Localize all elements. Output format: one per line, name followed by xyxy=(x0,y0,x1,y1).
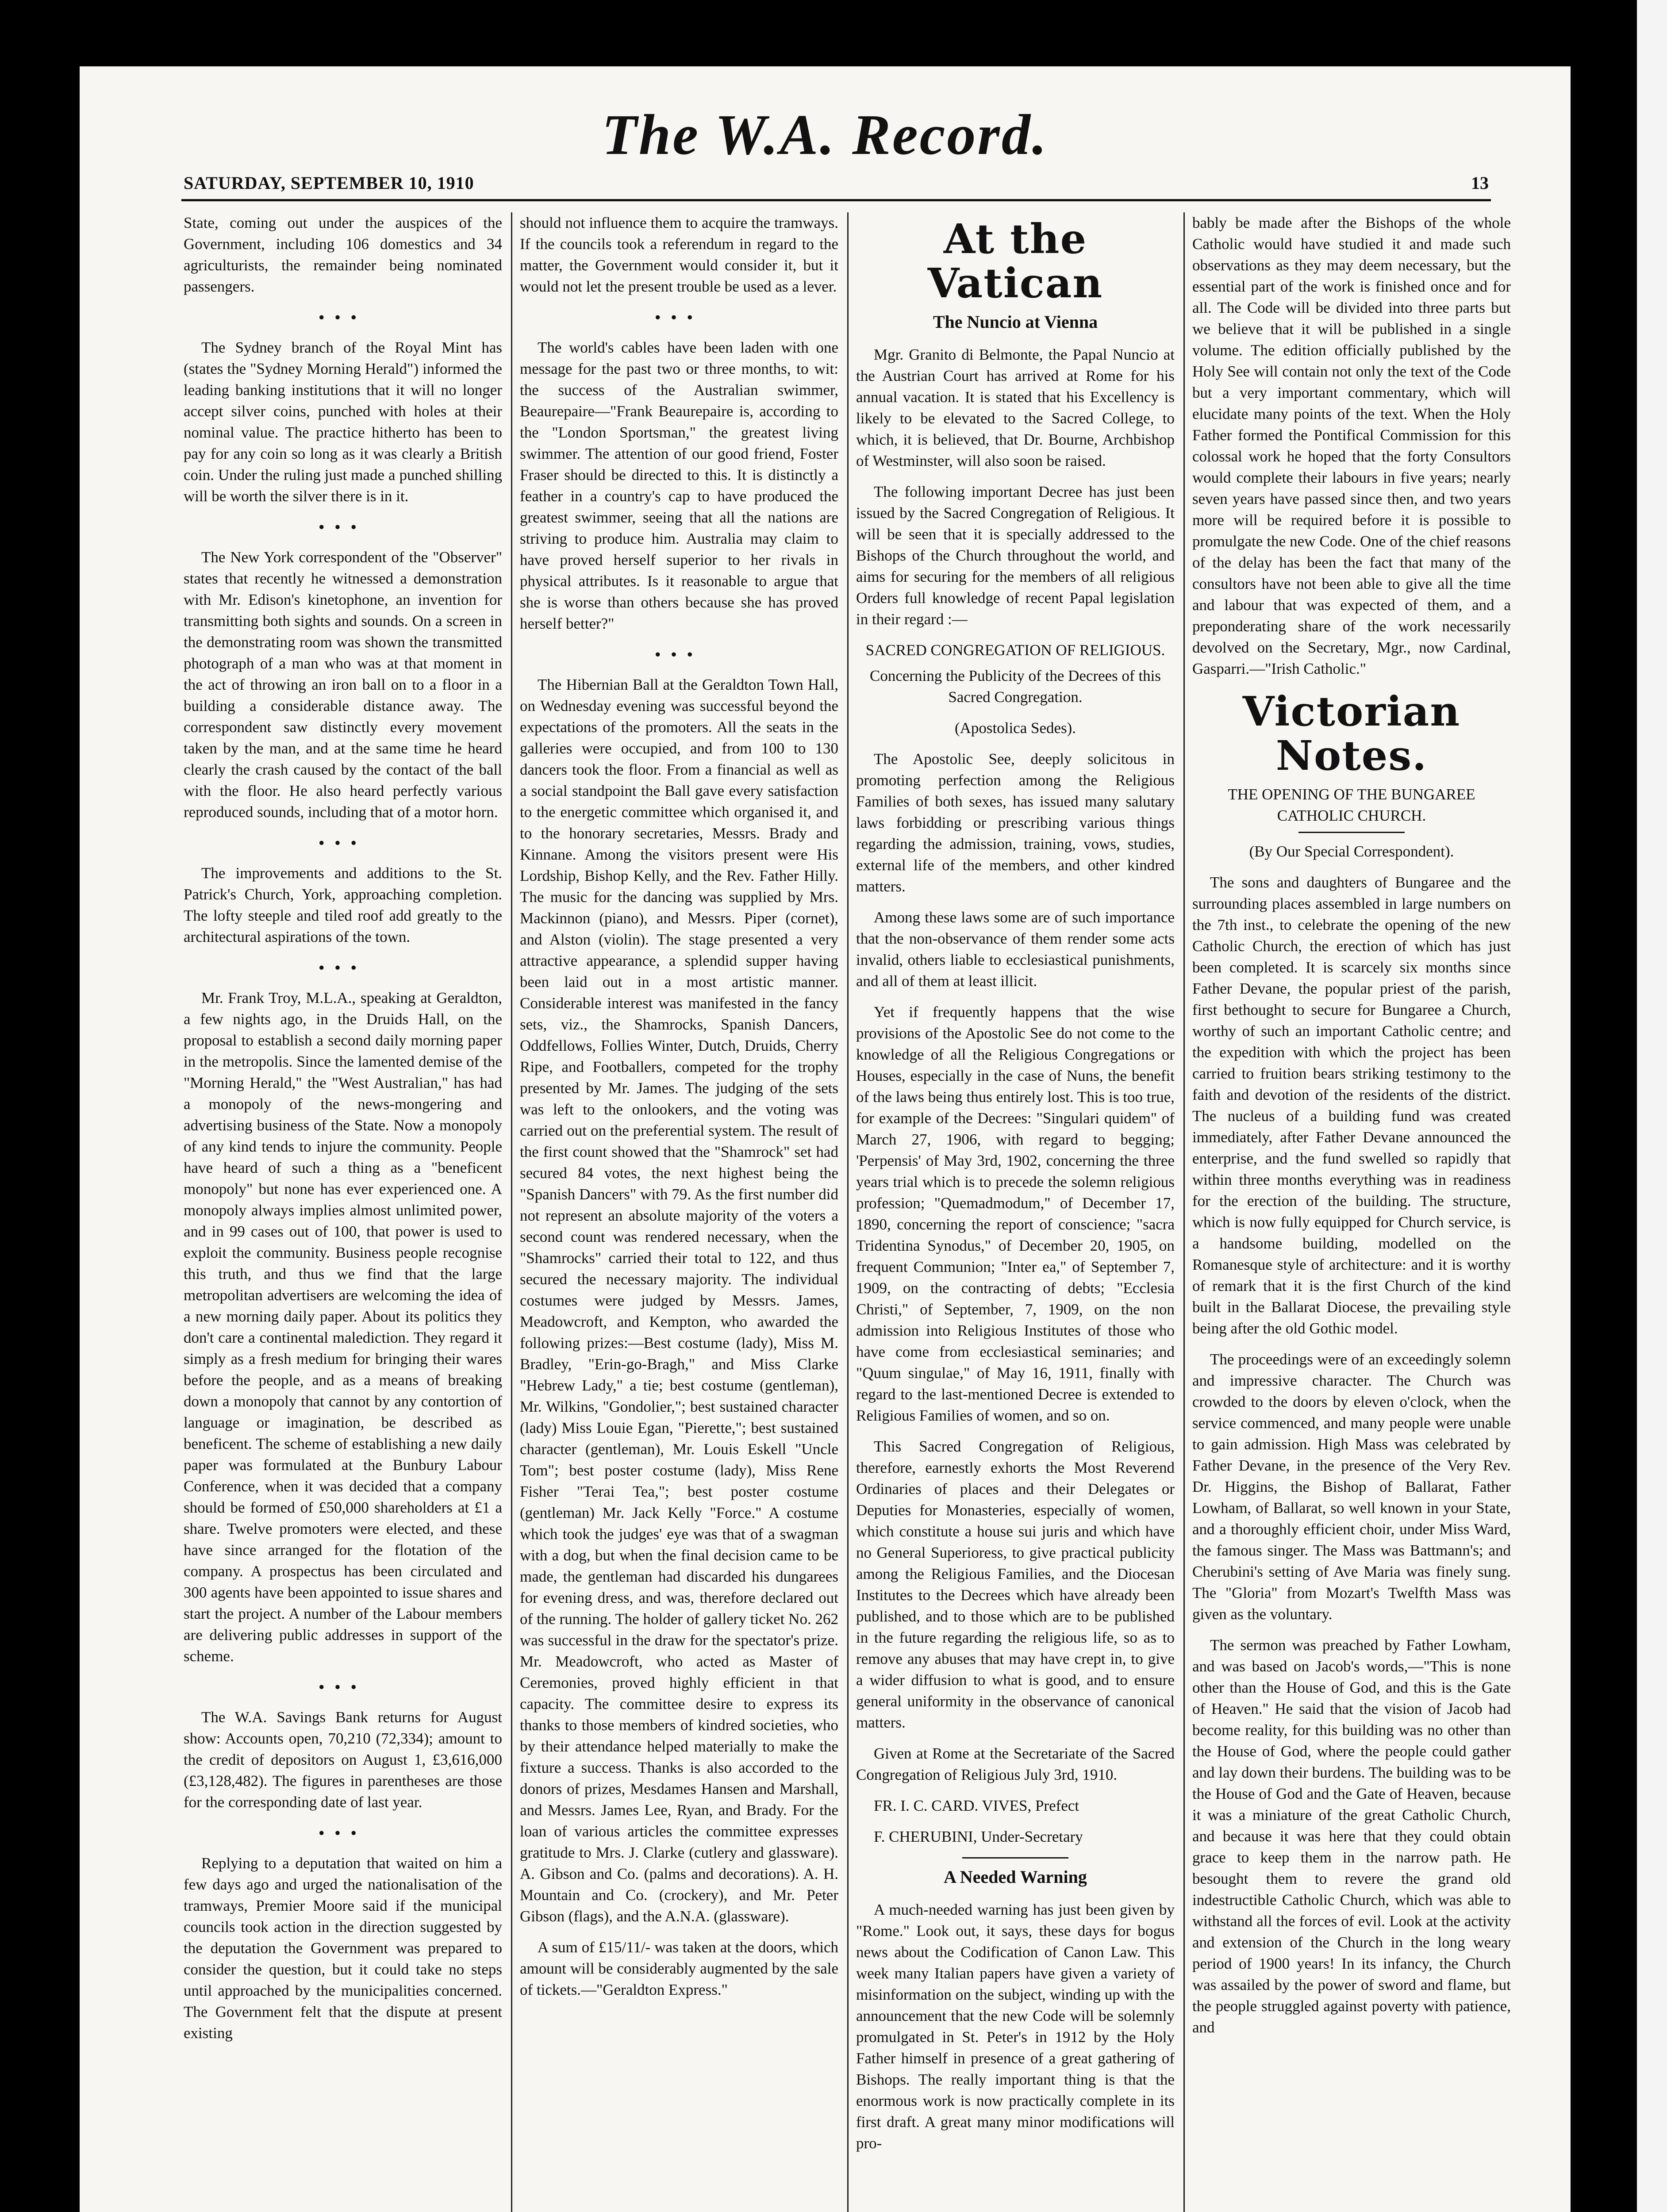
column-rule xyxy=(511,212,512,2212)
article-paragraph: The sons and daughters of Bungaree and the surrounding places assembled in large numbers on the 7th inst., to celebrate the opening of the new Catholic Church, the erection of which has just been completed. It is scarcely six months since Father Devane, the popular priest of the parish, first bethought to secure for Bungaree a Church, worthy of such an important Catholic centre; and the expedition with which the project has been carried to fruition bears striking testimony to the faith and devotion of the residents of the district. The nucleus of a building fund was created immediately, after Father Devane announced the enterprise, and the fund swelled so rapidly that within three months everything was in readiness for the erection of the building. The structure, which is now fully equipped for Church service, is a handsome building, modelled on the Romanesque style of architecture: and it is worthy of remark that it is the first Church of the kind built in the Ballarat Diocese, the prevailing style being after the old Gothic model. xyxy=(1192,874,1511,1337)
decree-subtitle: Concerning the Publicity of the Decrees of this Sacred Congregation. xyxy=(869,667,1161,706)
article-paragraph: Given at Rome at the Secretariate of the Sacred Congregation of Religious July 3rd, 1910. xyxy=(856,1745,1175,1783)
section-heading: Victorian Notes. xyxy=(1242,687,1461,780)
article-paragraph: The Sydney branch of the Royal Mint has (states the "Sydney Morning Herald") informed the leading banking institutions that it will no longer accept silver coins, punched with holes at their nominal value. The practice hitherto has been to pay for any coin so long as it was clearly a British coin. Under the ruling just made a punched shilling will be worth the silver there is in it. xyxy=(184,339,502,505)
article-paragraph: Mgr. Granito di Belmonte, the Papal Nuncio at the Austrian Court has arrived at Rome for his annual vacation. It is stated that his Excellency is likely to be elevated to the Sacred College, to which, it is believed, that Dr. Bourne, Archbishop of Westminster, will also soon be raised. xyxy=(856,346,1175,469)
section-divider: ••• xyxy=(319,1824,367,1842)
article-subheading: THE OPENING OF THE BUNGAREE CATHOLIC CHURCH. xyxy=(1228,786,1475,824)
section-divider: ••• xyxy=(655,309,703,326)
article-paragraph: The proceedings were of an exceedingly solemn and impressive character. The Church was crowded to the doors by eleven o'clock, when the service commenced, and many people were unable to gain admission. High Mass was celebrated by Father Devane, in the presence of the Very Rev. Dr. Higgins, the Bishop of Ballarat, Father Lowham, of Ballarat, so well known in your State, and a thoroughly efficient choir, under Miss Ward, the famous singer. The Mass was Battmann's; and Cherubini's setting of Ave Maria was finely sung. The "Gloria" from Mozart's Twelfth Mass was given as the voluntary. xyxy=(1192,1351,1511,1623)
signature-line: F. CHERUBINI, Under-Secretary xyxy=(874,1828,1083,1845)
article-paragraph: The New York correspondent of the "Observer" states that recently he witnessed a demonstration with Mr. Edison's kinetophone, an invention for transmitting both sights and sounds. On a screen in the demonstrating room was shown the transmitted photograph of a man who was at that moment in the act of throwing an iron ball on to a floor in a building a considerable distance away. The correspondent saw distinctly every movement taken by the man, and at the same time he heard clearly the crash caused by the contact of the ball with the floor. He also heard perfectly various reproduced sounds, including that of a motor horn. xyxy=(184,549,502,821)
section-divider: ••• xyxy=(319,959,367,976)
column-3 xyxy=(856,212,1175,2212)
section-divider: ••• xyxy=(319,834,367,852)
column-4 xyxy=(1192,212,1511,2212)
article-paragraph: The world's cables have been laden with one message for the past two or three months, to wit: the success of the Australian swimmer, Beaurepaire—"Frank Beaurepaire is, according to the "London Sportsman," the greatest living swimmer. The attention of our good friend, Foster Fraser should be directed to this. It is distinctly a feather in a country's cap to have produced the greatest swimmer, seeing that all the nations are striving to produce him. Australia may claim to have proved herself superior to her rivals in physical attributes. Is it reasonable to argue that she is worse than others because she has proved herself better?" xyxy=(520,339,838,632)
article-paragraph: State, coming out under the auspices of the Government, including 106 domestics and 34 agriculturists, the remainder being nominated passengers. xyxy=(184,214,502,295)
decree-title: SACRED CONGREGATION OF RELIGIOUS. xyxy=(865,641,1165,659)
article-paragraph: Mr. Frank Troy, M.L.A., speaking at Geraldton, a few nights ago, in the Druids Hall, on the proposal to establish a second daily morning paper in the metropolis. Since the lamented demise of the "Morning Herald," the "West Australian," has had a monopoly of the news-mongering and advertising business of the State. Now a monopoly of any kind tends to injure the community. People have heard of such a thing as a "beneficent monopoly" but none has ever experienced one. A monopoly always implies almost unlimited power, and in 99 cases out of 100, that power is used to exploit the community. Business people recognise this truth, and thus we find that the large metropolitan advertisers are welcoming the idea of a new morning daily paper. About its politics they don't care a continental malediction. They regard it simply as a fresh medium for bringing their wares before the people, and as a means of breaking down a monopoly that cannot by any contortion of language or imagination, be described as beneficent. The scheme of establishing a new daily paper was formulated at the Bunbury Labour Conference, when it was decided that a company should be formed of £50,000 shareholders at £1 a share. Twelve promoters were elected, and these have since arranged for the flotation of the company. A prospectus has been circulated and 300 agents have been appointed to issue shares and start the project. A number of the Labour members are delivering public addresses in support of the scheme. xyxy=(184,989,502,1665)
masthead-rule xyxy=(181,199,1491,201)
article-paragraph: The following important Decree has just been issued by the Sacred Congregation of Religious. It will be seen that it is specially addressed to the Bishops of the Church throughout the world, and aims for securing for the members of all religious Orders full knowledge of recent Papal legislation in their regard :— xyxy=(856,483,1175,628)
section-divider: ••• xyxy=(319,1678,367,1696)
article-paragraph: The sermon was preached by Father Lowham, and was based on Jacob's words,—"This is none other than the House of God, and this is the Gate of Heaven." He said that the vision of Jacob had become reality, for this building was no other than the House of God, where the people could gather and lay down their burdens. The building was to be the House of God and the Gate of Heaven, because it was a miniature of the great Catholic Church, and because it was here that they could obtain grace to keep them in the narrow path. He besought them to revere the grand old indestructible Catholic Church, which was able to withstand all the forces of evil. Look at the activity and extension of the Church in the long weary period of 1900 years! In its infancy, the Church was assailed by the power of sword and flame, but the people struggled against poverty with patience, and xyxy=(1192,1636,1511,2036)
article-subheading: The Nuncio at Vienna xyxy=(933,312,1098,332)
article-paragraph: The Apostolic See, deeply solicitous in promoting perfection among the Religious Families of both sexes, has issued many salutary laws forbidding or prescribing various things regarding the admission, training, vows, studies, external life of the members, and other kindred matters. xyxy=(856,750,1175,895)
byline: (By Our Special Correspondent). xyxy=(1249,843,1454,860)
section-divider: ••• xyxy=(655,646,703,663)
column-rule xyxy=(847,212,849,2212)
article-paragraph: The improvements and additions to the St. Patrick's Church, York, approaching completion. The lofty steeple and tiled roof add greatly to the architectural aspirations of the town. xyxy=(184,864,502,945)
section-divider xyxy=(962,1857,1068,1859)
article-paragraph: The W.A. Savings Bank returns for August show: Accounts open, 70,210 (72,334); amount to the credit of depositors on August 1, £3,616,000 (£3,128,482). The figures in parentheses are those for the corresponding date of last year. xyxy=(184,1709,502,1811)
column-rule xyxy=(1183,212,1185,2212)
article-paragraph: A sum of £15/11/- was taken at the doors, which amount will be considerably augmented by the sale of tickets.—"Geraldton Express." xyxy=(520,1939,838,1998)
page-number: 13 xyxy=(1471,173,1489,193)
masthead xyxy=(80,66,1571,199)
masthead-title: The W.A. Record. xyxy=(602,103,1049,167)
decree-latin-title: (Apostolica Sedes). xyxy=(954,719,1076,737)
article-paragraph: The Hibernian Ball at the Geraldton Town Hall, on Wednesday evening was successful beyond the expectations of the promoters. All the seats in the galleries were occupied, and from 100 to 130 dancers took the floor. From a financial as well as a social standpoint the Ball gave every satisfaction to the energetic committee which organised it, and to the honorary secretaries, Messrs. Brady and Kinnane. Among the visitors present were His Lordship, Bishop Kelly, and the Rev. Father Hilly. The music for the dancing was supplied by Mrs. Mackinnon (piano), and Messrs. Piper (cornet), and Alston (violin). The stage presented a very attractive appearance, a splendid supper having been laid out in a most artistic manner. Considerable interest was manifested in the fancy sets, viz., the Shamrocks, Spanish Dancers, Oddfellows, Follies Winter, Dutch, Druids, Cherry Ripe, and Footballers, competed for the trophy presented by Mr. James. The judging of the sets was left to the onlookers, and the voting was carried out on the preferential system. The result of the first count showed that the "Shamrock" set had secured 84 votes, the next highest being the "Spanish Dancers" with 79. As the first number did not represent an absolute majority of the voters a second count was rendered necessary, when the "Shamrocks" carried their total to 122, and thus secured the necessary majority. The individual costumes were judged by Messrs. James, Meadowcroft, and Kempton, who awarded the following prizes:—Best costume (lady), Miss M. Bradley, "Erin-go-Bragh," and Miss Clarke "Hebrew Lady," a tie; best costume (gentleman), Mr. Wilkins, "Gondolier,"; best sustained character (lady) Miss Louie Egan, "Pierette,"; best sustained character (gentleman), Mr. Louis Eskell "Uncle Tom"; best poster costume (lady), Miss Rene Fisher "Terai Tea,"; best poster costume (gentleman) Mr. Jack Kelly "Force." A costume which took the judges' eye was that of a swagman with a dog, but when the final decision came to be made, the gentleman had discarded his dungarees for evening dress, and was, therefore declared out of the running. The holder of gallery ticket No. 262 was successful in the draw for the spectator's prize. Mr. Meadowcroft, who acted as Master of Ceremonies, proved highly efficient in that capacity. The committee desire to express its thanks to those members of kindred societies, who by their attendance helped materially to make the fixture a success. Thanks is also accorded to the donors of prizes, Mesdames Hansen and Marshall, and Messrs. James Lee, Ryan, and Brady. For the loan of various articles the committee expresses gratitude to Mrs. J. Clarke (cutlery and glassware). A. Gibson and Co. (palms and decorations). A. H. Mountain and Co. (crockery), and Mr. Peter Gibson (flags), and the A.N.A. (glassware). xyxy=(520,676,838,1925)
article-paragraph: A much-needed warning has just been given by "Rome." Look out, it says, these days for bogus news about the Codification of Canon Law. This week many Italian papers have given a variety of misinformation on the subject, winding up with the announcement that the new Code will be solemnly promulgated in St. Peter's in 1912 by the Holy Father himself in presence of a great gathering of Bishops. The really important thing is that the enormous work is now practically complete in its first draft. A great many minor modifications will pro- xyxy=(856,1901,1175,2152)
article-paragraph: This Sacred Congregation of Religious, therefore, earnestly exhorts the Most Reverend Ordinaries of places and their Delegates or Deputies for Monasteries, especially of women, which constitute a house sui juris and which have no General Superioress, to give practical publicity among the Religious Families, and the Diocesan Institutes to the Decrees which have already been published, and to those which are to be published in the future regarding the religious life, so as to remove any abuses that may have crept in, to give a wider diffusion to what is good, and to ensure general uniformity in the observance of canonical matters. xyxy=(856,1438,1175,1731)
signature-line: FR. I. C. CARD. VIVES, Prefect xyxy=(874,1797,1079,1814)
issue-date: SATURDAY, SEPTEMBER 10, 1910 xyxy=(184,173,474,193)
newspaper-page xyxy=(80,66,1571,2212)
section-divider: ••• xyxy=(319,309,367,326)
article-paragraph: Replying to a deputation that waited on him a few days ago and urged the nationalisation of the tramways, Premier Moore said if the municipal councils took action in the direction suggested by the deputation the Government was prepared to consider the question, but it could take no steps until approached by the municipalities concerned. The Government felt that the dispute at present existing xyxy=(184,1855,502,2042)
section-divider: ••• xyxy=(319,518,367,536)
article-paragraph: bably be made after the Bishops of the whole Catholic would have studied it and made such observations as they may deem necessary, but the essential part of the work is finished once and for all. The Code will be divided into three parts but we believe that it will be published in a single volume. The edition officially published by the Holy See will contain not only the text of the Code but a very important commentary, which will elucidate many points of the text. When the Holy Father formed the Pontifical Commission for this colossal work he hoped that the forty Consultors would complete their labours in five years; nearly seven years have passed since then, and two years more will be required before it is possible to promulgate the new Code. One of the chief reasons of the delay has been the fact that many of the consultors have not been able to give all the time and labour that was expected of them, and a preponderating share of the work necessarily devolved on the Secretary, Mgr., now Cardinal, Gasparri.—"Irish Catholic." xyxy=(1192,214,1511,677)
article-paragraph: Among these laws some are of such importance that the non-observance of them render some acts invalid, others liable to ecclesiastical punishments, and all of them at least illicit. xyxy=(856,909,1175,990)
section-divider xyxy=(1298,832,1405,833)
section-heading: At the Vatican xyxy=(927,215,1103,307)
column-2 xyxy=(520,212,838,2212)
article-paragraph: should not influence them to acquire the tramways. If the councils took a referendum in regard to the matter, the Government would consider it, but it would not let the present trouble be used as a lever. xyxy=(520,214,838,295)
article-paragraph: Yet if frequently happens that the wise provisions of the Apostolic See do not come to the knowledge of all the Religious Congregations or Houses, especially in the case of Nuns, the benefit of the laws being thus entirely lost. This is too true, for example of the Decrees: "Singulari quidem" of March 27, 1906, with regard to begging; 'Perpensis' of May 3rd, 1902, concerning the three years trial which is to precede the solemn religious profession; "Quemadmodum," of December 17, 1890, concerning the report of conscience; "sacra Tridentina Synodus," of December 20, 1905, on frequent Communion; "Inter ea," of September 7, 1909, on the contracting of debts; "Ecclesia Christi," of September, 7, 1909, on the non admission into Religious Institutes of those who have come from ecclesiastical seminaries; and "Quum singulae," of May 16, 1911, finally with regard to the last-mentioned Decree is extended to Religious Families of women, and so on. xyxy=(856,1003,1175,1424)
scan-margin xyxy=(1637,0,1667,2212)
column-1 xyxy=(184,212,502,2212)
article-subheading: A Needed Warning xyxy=(944,1867,1087,1887)
